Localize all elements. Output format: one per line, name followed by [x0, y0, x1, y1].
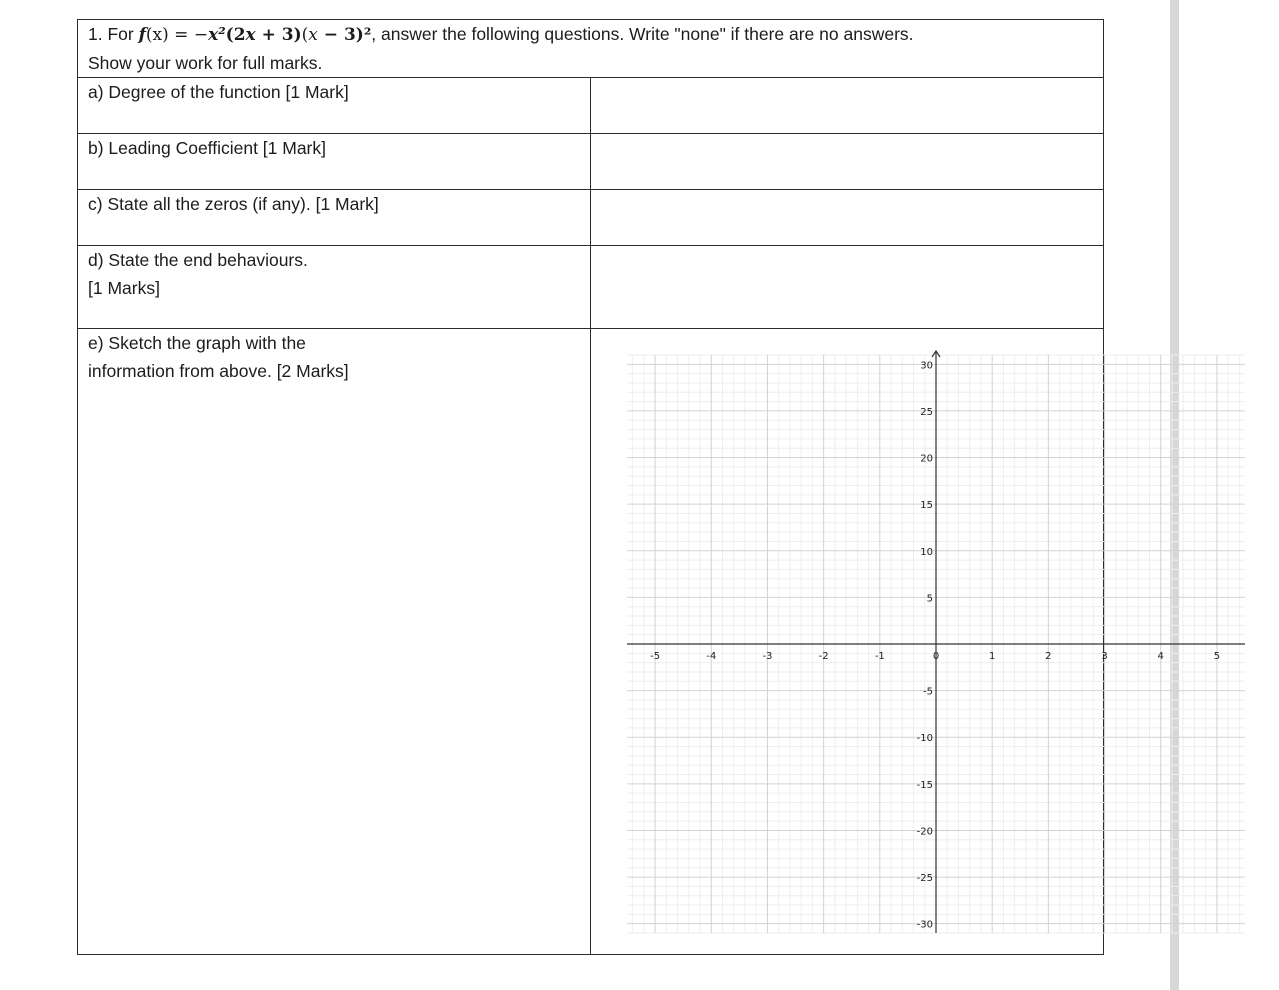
answer-end-behaviours[interactable] [591, 246, 1104, 329]
y-tick-label: -5 [923, 686, 933, 698]
x-tick-label: -1 [874, 651, 885, 662]
y-tick-label: -25 [916, 873, 933, 885]
answer-zeros[interactable] [591, 190, 1104, 246]
label-leading-coefficient: b) Leading Coefficient [1 Mark] [78, 134, 591, 190]
label-degree: a) Degree of the function [1 Mark] [78, 78, 591, 134]
question-table [77, 19, 1221, 955]
question-line-2: Show your work for full marks. [88, 53, 323, 73]
label-sketch-line-2: information from above. [2 Marks] [88, 361, 349, 381]
term-2-var: x [245, 25, 256, 45]
question-prefix: 1. For [88, 24, 139, 44]
y-tick-label: -30 [916, 919, 933, 931]
y-tick-label: 10 [920, 546, 933, 558]
label-end-behaviours-line-2: [1 Marks] [88, 278, 160, 298]
function-expression [139, 25, 372, 45]
question-line-1 [88, 20, 1093, 49]
func-arg: (x) [145, 25, 169, 45]
y-tick-label: -20 [916, 826, 933, 838]
answer-leading-coefficient[interactable] [591, 134, 1104, 190]
term-3-var: x [308, 25, 318, 45]
y-tick-label: 20 [920, 453, 933, 465]
worksheet [77, 19, 1221, 956]
label-end-behaviours-line-1: d) State the end behaviours. [88, 250, 308, 270]
question-suffix: , answer the following questions. Write "none" if there are no answers. [371, 24, 914, 44]
label-zeros: c) State all the zeros (if any). [1 Mark] [78, 190, 591, 246]
x-tick-label: -5 [650, 651, 661, 662]
equals-sign: = − [168, 25, 209, 45]
x-tick-label: 0 [932, 651, 940, 662]
x-tick-label: -2 [818, 651, 829, 662]
question-header [78, 20, 1104, 78]
x-tick-label: 1 [988, 651, 996, 662]
term-1: x² [208, 25, 226, 45]
y-tick-label: 25 [920, 406, 933, 418]
func-name: f [138, 25, 146, 45]
term-3-open: ( [301, 25, 309, 45]
x-tick-label: 2 [1045, 651, 1052, 662]
term-3-rest: − 3)² [317, 25, 372, 45]
coordinate-grid[interactable] [591, 329, 1279, 954]
label-sketch-graph [78, 329, 591, 955]
y-tick-label: -15 [916, 779, 933, 791]
label-sketch-line-1: e) Sketch the graph with the [88, 333, 306, 353]
x-tick-label: 4 [1157, 651, 1164, 662]
label-end-behaviours [78, 246, 591, 329]
x-tick-label: 3 [1101, 651, 1108, 662]
term-2-rest: + 3) [255, 25, 302, 45]
x-tick-label: -4 [706, 651, 717, 662]
y-tick-label: 15 [920, 500, 933, 512]
term-2-open: (2 [225, 25, 246, 45]
y-tick-label: -10 [916, 733, 933, 745]
y-tick-label: 30 [920, 360, 933, 372]
x-tick-label: -3 [762, 651, 773, 662]
graph-cell[interactable] [591, 329, 1221, 955]
y-tick-label: 5 [926, 593, 933, 605]
x-tick-label: 5 [1213, 651, 1221, 662]
answer-degree[interactable] [591, 78, 1104, 134]
